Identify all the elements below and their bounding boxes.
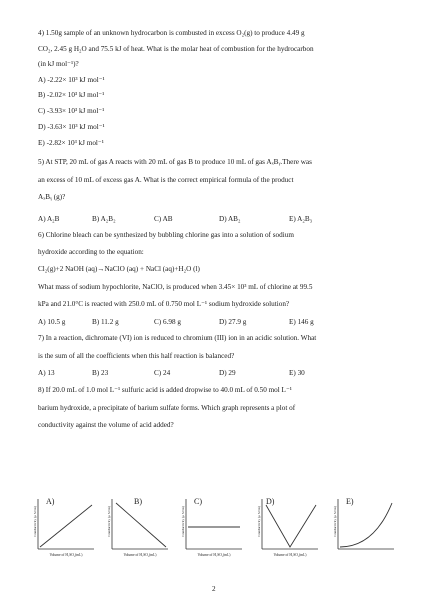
graph-e — [334, 497, 392, 549]
graph-c-ylabel: Conductivity (μ S/cm) — [180, 506, 185, 537]
graph-a-xlabel: Volume of H₂SO₄(mL) — [49, 553, 83, 557]
graph-a-label: A) — [46, 497, 55, 506]
q8-line1: 8) If 20.0 mL of 1.0 mol L⁻¹ sulfuric acid is added dropwise to 40.0 mL of 0.50 mol L⁻¹ — [38, 386, 292, 394]
q6-option-c: C) 6.98 g — [154, 318, 181, 326]
q6-option-a: A) 10.5 g — [38, 318, 66, 326]
q6-line2: hydroxide according to the equation: — [38, 248, 144, 256]
q6-line4: What mass of sodium hypochlorite, NaClO, is produced when 3.45× 10³ mL of chlorine at 99.5 — [38, 283, 313, 291]
q4-option-a: A) -2.22× 10³ kJ mol⁻¹ — [38, 76, 105, 84]
q6-option-b: B) 11.2 g — [92, 318, 119, 326]
q8-line2: barium hydroxide, a precipitate of barium sulfate forms. Which graph represents a plot of — [38, 404, 296, 412]
q7-option-c: C) 24 — [154, 369, 171, 377]
graph-c-plot — [182, 497, 244, 553]
graph-d-curve — [266, 505, 316, 547]
graph-c-label: C) — [194, 497, 202, 506]
graph-a-plot — [34, 497, 96, 553]
graph-e-label: E) — [346, 497, 354, 506]
q5-option-c: C) AB — [154, 215, 173, 223]
q6-line1: 6) Chlorine bleach can be synthesized by bubbling chlorine gas into a solution of sodium — [38, 231, 294, 239]
graph-d — [256, 497, 316, 557]
q7-option-b: B) 23 — [92, 369, 109, 377]
q6-equation: Cl₂(g)+2 NaOH (aq)→NaClO (aq) + NaCl (aq)+H₂O (l) — [38, 265, 200, 273]
q6-option-e: E) 146 g — [289, 318, 314, 326]
graph-e-ylabel: Conductivity (μ S/cm) — [332, 506, 337, 537]
q6-line5: kPa and 21.0°C is reacted with 250.0 mL of 0.750 mol L⁻¹ sodium hydroxide solution? — [38, 300, 290, 308]
graph-c-xlabel: Volume of H₂SO₄(mL) — [197, 553, 231, 557]
q4-option-d: D) -3.63× 10³ kJ mol⁻¹ — [38, 123, 105, 131]
q4-line2: CO₂, 2.45 g H₂O and 75.5 kJ of heat. What is the molar heat of combustion for the hydrocarbon — [38, 45, 314, 53]
q7-option-a: A) 13 — [38, 369, 55, 377]
graph-d-label: D) — [266, 497, 275, 506]
graph-a — [32, 497, 92, 557]
graph-b-ylabel: Conductivity (μ S/cm) — [106, 506, 111, 537]
q4-option-b: B) -2.02× 10³ kJ mol⁻¹ — [38, 91, 105, 99]
q7-line1: 7) In a reaction, dichromate (VI) ion is reduced to chromium (III) ion in an acidic solution. What — [38, 334, 317, 342]
q5-option-a: A) A₂B — [38, 215, 60, 223]
q7-option-e: E) 30 — [289, 369, 305, 377]
graph-d-xlabel: Volume of H₂SO₄(mL) — [273, 553, 307, 557]
q5-line3: AₓBᵧ (g)? — [38, 193, 66, 201]
q7-line2: is the sum of all the coefficients when this half reaction is balanced? — [38, 352, 235, 360]
graph-a-curve — [40, 505, 92, 547]
q6-option-d: D) 27.9 g — [219, 318, 247, 326]
graph-a-ylabel: Conductivity (μ S/cm) — [32, 506, 37, 537]
q5-line2: an excess of 10 mL of excess gas A. What is the correct empirical formula of the product — [38, 176, 294, 184]
graph-c — [180, 497, 240, 557]
q5-option-e: E) A₂B₃ — [289, 215, 313, 223]
q4-line3: (in kJ mol⁻¹)? — [38, 60, 79, 68]
graph-b — [106, 497, 166, 557]
q5-option-b: B) A₂B₂ — [92, 215, 116, 223]
q8-line3: conductivity against the volume of acid added? — [38, 421, 174, 429]
q5-option-d: D) AB₂ — [219, 215, 241, 223]
q4-line1: 4) 1.50g sample of an unknown hydrocarbon is combusted in excess O₂(g) to produce 4.49 g — [38, 29, 305, 37]
graph-b-curve — [116, 503, 166, 547]
q7-option-d: D) 29 — [219, 369, 236, 377]
graph-e-plot — [334, 497, 396, 553]
graph-b-label: B) — [134, 497, 142, 506]
graph-b-xlabel: Volume of H₂SO₄(mL) — [123, 553, 157, 557]
q5-line1: 5) At STP, 20 mL of gas A reacts with 20 mL of gas B to produce 10 mL of gas AₓBᵧ.There was — [38, 158, 312, 166]
q4-option-c: C) -3.93× 10³ kJ mol⁻¹ — [38, 107, 105, 115]
graph-e-curve — [340, 503, 392, 547]
graph-d-ylabel: Conductivity (μ S/cm) — [256, 506, 261, 537]
q4-option-e: E) -2.82× 10³ kJ mol⁻¹ — [38, 139, 104, 147]
page-number: 2 — [212, 585, 216, 593]
